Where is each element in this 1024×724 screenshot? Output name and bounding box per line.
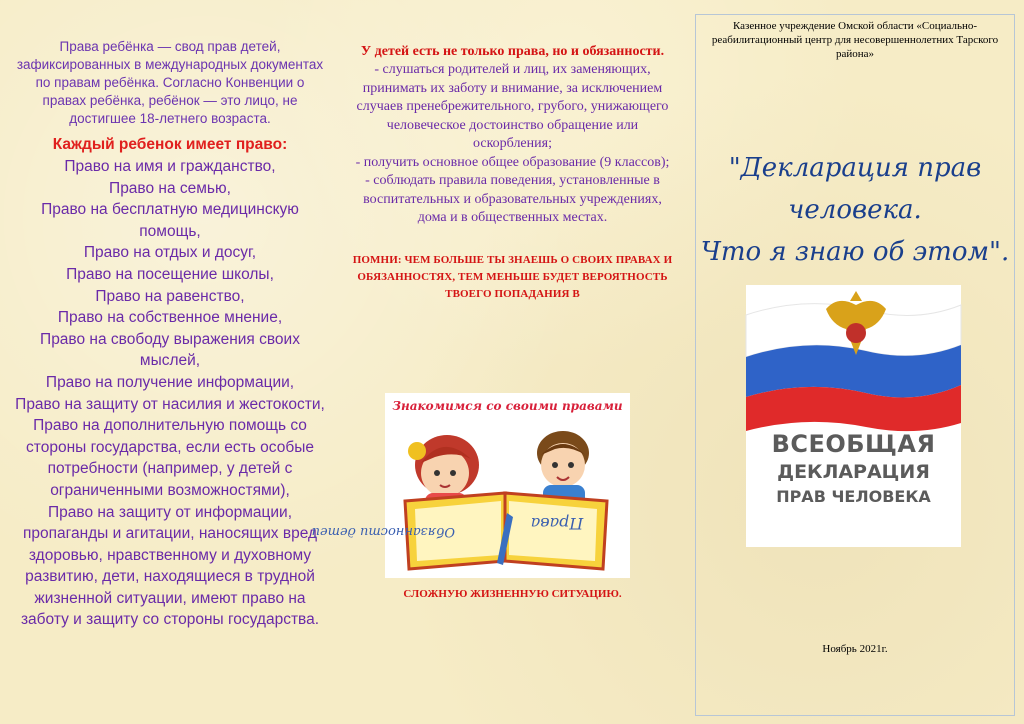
rights-item: Право на защиту от информации, пропаганды и агитации, наносящих вред здоровью, нравственному и духовному развитию, дети, находящиеся в трудной жизненной ситуации, имеют право на заботу и защиту со стороны государства.	[20, 503, 320, 629]
rights-item: Право на отдых и досуг,	[83, 244, 257, 262]
rights-item: Право на защиту от насилия и жестокости,	[15, 395, 325, 413]
duties-heading: У детей есть не только права, но и обязанности.	[360, 44, 665, 59]
organization-name: Казенное учреждение Омской области «Социально-реабилитационный центр для несовершеннолетних Тарского района»	[711, 20, 999, 60]
middle-panel	[350, 0, 675, 724]
poster-line2: ДЕКЛАРАЦИЯ	[777, 461, 930, 483]
russian-flag-emblem-image	[746, 285, 961, 547]
kids-reading-image	[311, 393, 630, 578]
rights-list	[10, 156, 330, 631]
title-line: Что я знаю об этом".	[700, 237, 1010, 267]
rights-item: Право на семью,	[109, 179, 231, 197]
rights-item: Право на получение информации,	[45, 373, 295, 391]
rights-item: Право на посещение школы,	[66, 265, 274, 283]
remember-note: ПОМНИ: ЧЕМ БОЛЬШЕ ТЫ ЗНАЕШЬ О СВОИХ ПРАВАХ И ОБЯЗАННОСТЯХ, ТЕМ МЕНЬШЕ БУДЕТ ВЕРОЯТНОСТЬ ТВОЕГО ПОПАДАНИЯ В	[352, 253, 673, 300]
duties-list	[350, 61, 675, 228]
rights-item: Право на дополнительную помощь со стороны государства, если есть особые потребности (например, у детей с ограниченными возможностями),	[26, 417, 314, 499]
rights-item: Право на имя и гражданство,	[64, 158, 276, 175]
brochure-title	[696, 147, 1014, 273]
title-line: человека.	[788, 195, 922, 225]
rights-heading: Каждый ребенок имеет право:	[52, 136, 288, 153]
left-panel	[10, 0, 330, 724]
kids-book-illustration	[311, 393, 630, 578]
rights-item: Право на собственное мнение,	[57, 309, 283, 327]
poster-line1: ВСЕОБЩАЯ	[771, 430, 936, 458]
book-right-label: Права	[530, 514, 584, 533]
poster-line3: ПРАВ ЧЕЛОВЕКА	[776, 487, 931, 506]
rights-item: Право на равенство,	[95, 287, 245, 305]
declaration-poster	[746, 285, 961, 547]
duty-item: - получить основное общее образование (9 классов);	[355, 154, 670, 170]
duty-item: - соблюдать правила поведения, установленные в воспитательных и образовательных учреждениях, дома и в общественных местах.	[363, 173, 662, 225]
issue-date: Ноябрь 2021г.	[822, 643, 888, 655]
rights-item: Право на свободу выражения своих мыслей,	[40, 330, 300, 370]
illustration-caption: Знакомимся со своими правами	[392, 399, 623, 413]
intro-text: Права ребёнка — свод прав детей, зафиксированных в международных документах по правам ребёнка. Согласно Конвенции о правах ребёнка, ребёнок — это лицо, не достигшее 18-летнего возраста.	[16, 39, 324, 126]
remember-note-end: СЛОЖНУЮ ЖИЗНЕННУЮ СИТУАЦИЮ.	[403, 588, 622, 600]
rights-item: Право на бесплатную медицинскую помощь,	[41, 201, 299, 240]
duty-item: - слушаться родителей и лиц, их заменяющих, принимать их заботу и внимание, за исключением случаев пренебрежительного, грубого, унижающего человеческое достоинство обращение или оскорбления;	[356, 62, 669, 151]
title-line: "Декларация прав	[728, 153, 982, 183]
book-left-label: Обязанности детей	[311, 524, 455, 539]
